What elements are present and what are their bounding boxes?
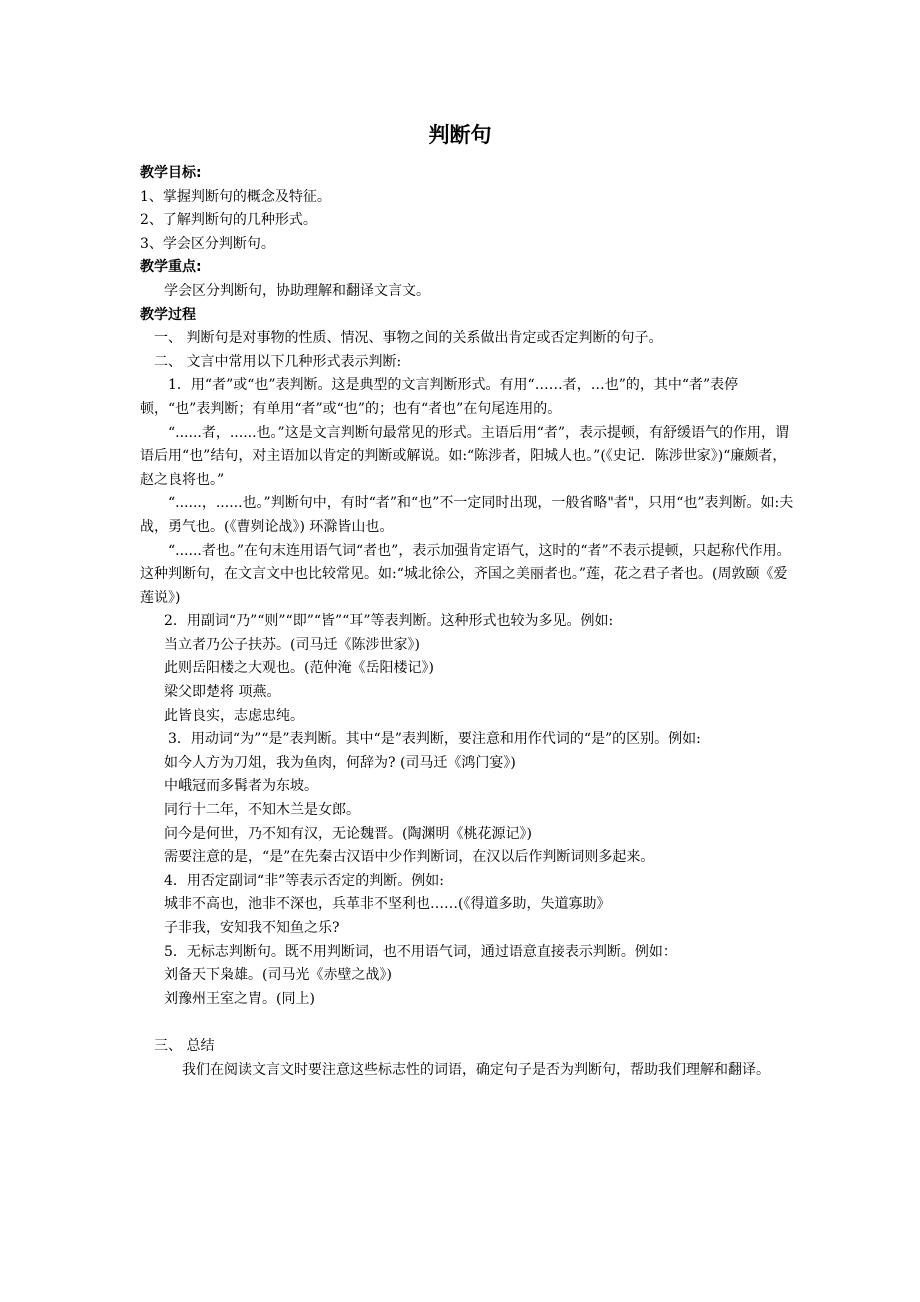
form-3: 3．用动词“为”“是”表判断。其中“是”表判断，要注意和用作代词的“是”的区别。例如: [168,731,701,748]
example-line: 子非我，安知我不知鱼之乐? [164,920,340,936]
page-title: 判断句 [428,123,492,147]
objective-item: 1、掌握判断句的概念及特征。 [140,188,331,205]
objective-item: 2、了解判断句的几种形式。 [140,212,317,229]
example-line: 梁父即楚将 项燕。 [164,684,281,701]
example-line: 此皆良实，志虑忠纯。 [164,707,304,724]
summary-text: 我们在阅读文言文时要注意这些标志性的词语，确定句子是否为判断句，帮助我们理解和翻译。 [182,1061,770,1078]
spacer [140,1011,794,1035]
example-line: 此则岳阳楼之大观也。(范仲淹《岳阳楼记》) [164,660,434,677]
example-line: 同行十二年，不知木兰是女郎。 [164,802,360,819]
example-line: 刘豫州王室之胄。(同上) [164,990,315,1007]
form-1c: “......者也。”在句末连用语气词“者也”，表示加强肯定语气，这时的“者”不表示提顿，只起称代作用。这种判断句，在文言文中也比较常见。如:“城北徐公，齐国之美丽者也。”莲，花之君子者也。(周敦颐《爱莲说》) [140,542,791,606]
objectives-heading: 教学目标: [140,165,202,181]
example-line: 需要注意的是，“是”在先秦古汉语中少作判断词，在汉以后作判断词则多起来。 [164,849,655,866]
focus-heading: 教学重点: [140,259,202,276]
form-5: 5．无标志判断句。既不用判断词，也不用语气词，通过语意直接表示判断。例如： [164,943,677,960]
example-line: 刘备天下枭雄。(司马光《赤壁之战》) [164,967,392,984]
section-two: 二、 文言中常用以下几种形式表示判断: [154,353,402,370]
example-line: 当立者乃公子扶苏。(司马迁《陈涉世家》) [164,636,420,653]
section-one: 一、 判断句是对事物的性质、情况、事物之间的关系做出肯定或否定判断的句子。 [154,330,663,347]
section-three: 三、 总结 [154,1037,215,1054]
example-line: 城非不高也，池非不深也，兵革非不坚利也……(《得道多助，失道寡助》 [164,896,611,913]
form-1a: “......者，......也。”这是文言判断句最常见的形式。主语后用“者”，表示提顿，有舒缓语气的作用，谓语后用“也”结句，对主语加以肯定的判断或解说。如:“陈涉者，阳城人也。”(《史记．陈涉世家》)“廉颇者，赵之良将也。” [140,424,790,488]
form-1b: “......，......也。”判断句中，有时“者”和“也”不一定同时出现，一般省略"者"，只用“也”表判断。如:夫战，勇气也。(《曹刿论战》) 环滁皆山也。 [140,495,794,535]
form-4: 4．用否定副词“非”等表示否定的判断。例如: [164,872,444,889]
document-body [140,162,794,1082]
objective-item: 3、学会区分判断句。 [140,235,275,252]
example-line: 如今人方为刀俎，我为鱼肉，何辞为? (司马迁《鸿门宴》) [164,754,516,771]
process-heading: 教学过程 [140,306,196,323]
form-2: 2．用副词“乃”“则”“即”“皆”“耳”等表判断。这种形式也较为多见。例如: [164,613,614,630]
example-line: 问今是何世，乃不知有汉，无论魏晋。(陶渊明《桃花源记》) [164,825,532,842]
form-1: 1．用“者”或“也”表判断。这是典型的文言判断形式。有用“……者，…也”的，其中“者”表停顿，“也”表判断；有单用“者”或“也”的；也有“者也”在句尾连用的。 [140,377,739,417]
focus-text: 学会区分判断句，协助理解和翻译文言文。 [164,282,430,299]
example-line: 中峨冠而多髯者为东坡。 [164,778,318,795]
